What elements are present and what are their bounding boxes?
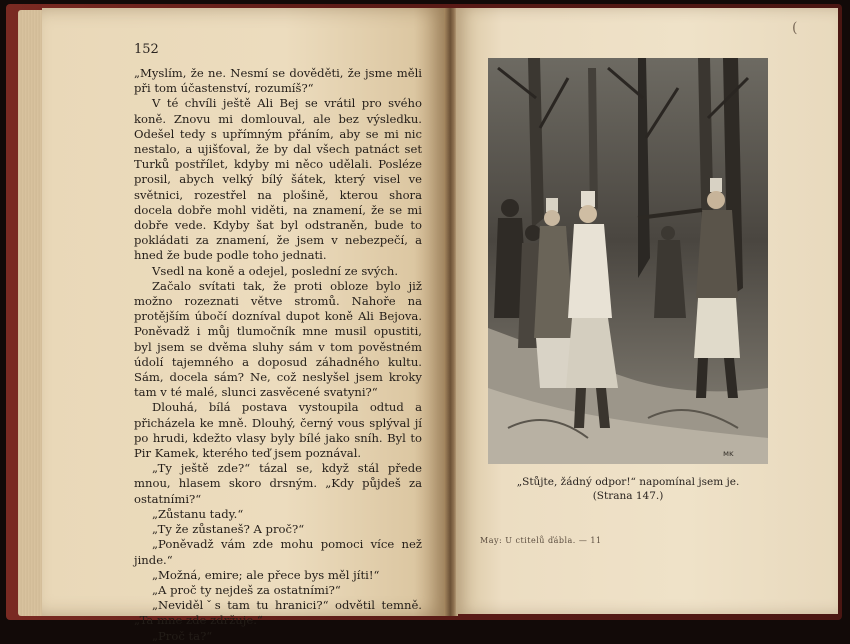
illustration-plate <box>488 58 768 464</box>
paragraph: Začalo svítati tak, že proti obloze bylo již možno rozeznati větve stromů. Nahoře na protějším úbočí dozníval dupot koně Ali Bejova. Poněvadž i můj tlumočník mne musil opustiti, byl jsem se dvěma sluhy sám v tom pověstném údolí tajemného a doposud záhadného kultu. Sám, docela sám? Ne, což neslyšel jsem kroky tam v té malé, slunci zasvěcené svatyni?“ <box>134 278 422 400</box>
artist-signature: ᴍᴋ <box>723 449 734 458</box>
paragraph: Dlouhá, bílá postava vystoupila odtud a přicházela ke mně. Dlouhý, černý vous splýval jí po hrudi, kdežto vlasy byly bílé jako sníh. Byl to Pir Kamek, kterého teď jsem poznával. <box>134 400 422 461</box>
pencil-mark: ( <box>792 20 798 36</box>
paragraph: „A proč ty nejdeš za ostatními?“ <box>152 582 341 597</box>
paragraph: „Myslím, že ne. Nesmí se dověděti, že jsme měli při tom účastenství, rozumíš?“ <box>134 66 422 96</box>
paragraph: „Nevidělˇs tam tu hranici?“ odvětil temně. „Ta mne zde zdržuje.“ <box>134 598 422 628</box>
forest-scene-illustration <box>488 58 768 464</box>
caption-page-reference: (Strana 147.) <box>592 490 664 502</box>
paragraph: „Ty že zůstaneš? A proč?“ <box>152 522 305 537</box>
paragraph: „Ty ještě zde?“ tázal se, když stál přede mnou, hlasem skoro drsným. „Kdy půjdeš za ostatními?“ <box>134 461 422 506</box>
paragraph: „Možná, emire; ale přece bys měl jíti!“ <box>152 567 380 582</box>
paragraph: V té chvíli ještě Ali Bej se vrátil pro svého koně. Znovu mi domlouval, ale bez výsledku. Odešel tedy s upřímným přáním, aby se mi nic nestalo, a ujišťoval, že by dal všech patnáct set Turků postřílet, kdyby mi něco udělali. Posléze prosil, abych velký bílý šátek, který visel ve světnici, rozestřel na plošině, kterou shora docela dobře mohl viděti, na znamení, že se mi dobře vede. Kdyby šat byl odstraněn, bude to pokládati za znamení, že jsem v nebezpečí, a hned že bude podle toho jednati. <box>134 96 422 263</box>
paragraph: „Proč ta?“ <box>152 628 213 643</box>
paragraph: „Zůstanu tady.“ <box>152 506 244 521</box>
paragraph: „Poněvadž vám zde mohu pomoci více než jinde.“ <box>134 537 422 567</box>
paragraph: Vsedl na koně a odejel, poslední ze svých. <box>152 263 399 278</box>
signature-footer: May: U ctitelů ďábla. — 11 <box>480 536 602 545</box>
caption-quote: „Stůjte, žádný odpor!“ napomínal jsem je. <box>516 476 740 488</box>
left-page-text <box>134 66 422 644</box>
illustration-caption <box>488 475 768 503</box>
page-number: 152 <box>134 42 159 57</box>
